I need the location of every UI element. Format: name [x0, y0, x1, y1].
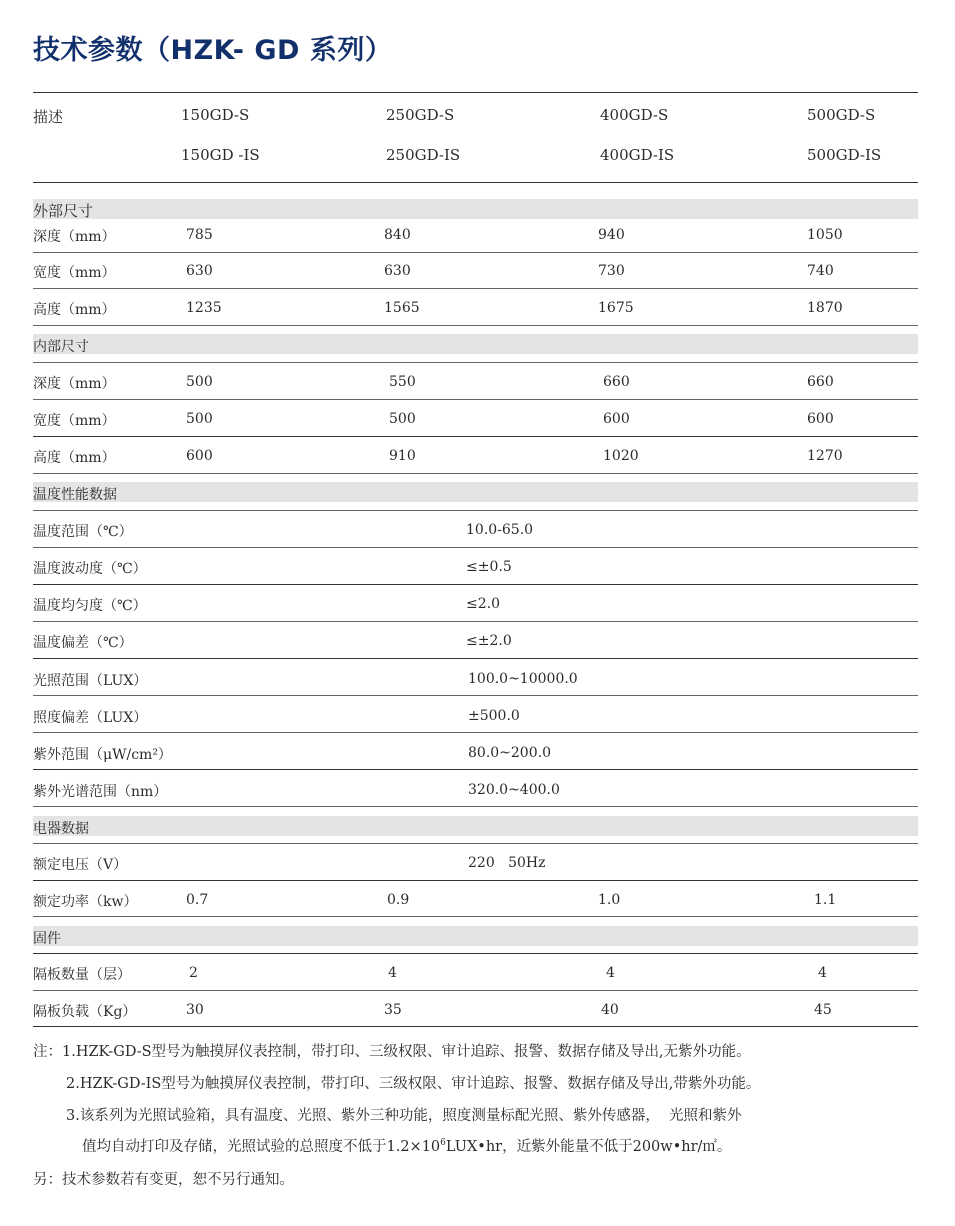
row-label: 隔板负载（Kg）: [33, 1004, 137, 1020]
row-divider: [33, 436, 918, 437]
header-label: 描述: [33, 108, 64, 126]
table-cell: 500: [186, 411, 213, 427]
note-3-line-2: [82, 1135, 731, 1156]
model-150gd-is: 150GD -IS: [181, 146, 260, 164]
model-500gd-is: 500GD-IS: [807, 146, 882, 164]
table-cell: 1235: [186, 300, 222, 316]
table-cell: 940: [598, 227, 625, 243]
section-band-electrical: [33, 816, 918, 836]
row-divider: [33, 732, 918, 733]
row-divider: [33, 953, 918, 954]
row-divider: [33, 880, 918, 881]
model-150gd-s: 150GD-S: [181, 106, 250, 124]
table-cell: 0.9: [387, 892, 410, 908]
row-label: 隔板数量（层）: [33, 967, 131, 983]
row-label: 高度（mm）: [33, 450, 116, 466]
row-label: 额定功率（kw）: [33, 894, 138, 910]
table-cell: 0.7: [186, 892, 209, 908]
table-cell: 1565: [384, 300, 420, 316]
table-bottom-rule: [33, 1026, 918, 1027]
page-title: 技术参数（HZK- GD 系列）: [33, 35, 393, 66]
model-500gd-s: 500GD-S: [807, 106, 876, 124]
section-band-internal: [33, 334, 918, 354]
row-divider: [33, 990, 918, 991]
row-divider: [33, 362, 918, 363]
row-label: 照度偏差（LUX）: [33, 710, 148, 726]
table-cell: 600: [603, 411, 630, 427]
table-cell: ≤2.0: [466, 596, 500, 612]
table-cell: 630: [384, 263, 411, 279]
row-label: 温度均匀度（℃）: [33, 598, 147, 614]
note-3-line-1: 3.该系列为光照试验箱，具有温度、光照、紫外三种功能，照度测量标配光照、紫外传感器， 光照和紫外: [66, 1108, 742, 1124]
row-divider: [33, 399, 918, 400]
table-cell: 1270: [807, 448, 843, 464]
row-label: 深度（mm）: [33, 229, 116, 245]
row-label: 宽度（mm）: [33, 413, 116, 429]
table-cell: 80.0~200.0: [468, 745, 551, 761]
row-divider: [33, 325, 918, 326]
row-divider: [33, 806, 918, 807]
row-divider: [33, 547, 918, 548]
table-cell: ≤±0.5: [466, 559, 512, 575]
table-cell: 320.0~400.0: [468, 782, 560, 798]
table-cell: 30: [186, 1002, 204, 1018]
table-top-rule: [33, 92, 918, 93]
table-cell: 100.0~10000.0: [468, 671, 578, 687]
header-bottom-rule: [33, 182, 918, 183]
table-cell: 1675: [598, 300, 634, 316]
table-cell: 4: [388, 965, 397, 981]
table-cell: 660: [807, 374, 834, 390]
table-cell: 1050: [807, 227, 843, 243]
table-cell: 45: [814, 1002, 832, 1018]
section-title-temperature: 温度性能数据: [33, 487, 117, 503]
table-cell: 840: [384, 227, 411, 243]
row-label: 温度波动度（℃）: [33, 561, 147, 577]
model-250gd-s: 250GD-S: [386, 106, 455, 124]
row-divider: [33, 916, 918, 917]
row-label: 宽度（mm）: [33, 265, 116, 281]
note-3-text-a: 值均自动打印及存储，光照试验的总照度不低于1.2×10: [82, 1139, 441, 1155]
row-label: 紫外范围（μW/cm²）: [33, 747, 172, 763]
section-title-electrical: 电器数据: [33, 821, 89, 837]
table-cell: 500: [186, 374, 213, 390]
note-3-text-b: LUX•hr，近紫外能量不低于200w•hr/㎡。: [445, 1139, 732, 1155]
table-cell: 785: [186, 227, 213, 243]
table-cell: ≤±2.0: [466, 633, 512, 649]
row-divider: [33, 252, 918, 253]
row-label: 紫外光谱范围（nm）: [33, 784, 168, 800]
table-cell: ±500.0: [468, 708, 520, 724]
footer-note: 另：技术参数若有变更，恕不另行通知。: [33, 1172, 294, 1188]
section-band-external: [33, 199, 918, 219]
row-label: 温度范围（℃）: [33, 524, 133, 540]
table-cell: 630: [186, 263, 213, 279]
row-divider: [33, 473, 918, 474]
row-label: 光照范围（LUX）: [33, 673, 148, 689]
table-cell: 550: [389, 374, 416, 390]
section-title-fixtures: 固件: [33, 931, 61, 947]
table-cell: 1870: [807, 300, 843, 316]
table-cell: 660: [603, 374, 630, 390]
row-divider: [33, 288, 918, 289]
row-divider: [33, 658, 918, 659]
model-400gd-s: 400GD-S: [600, 106, 669, 124]
row-label: 额定电压（V）: [33, 857, 128, 873]
model-250gd-is: 250GD-IS: [386, 146, 461, 164]
row-divider: [33, 769, 918, 770]
table-cell: 600: [807, 411, 834, 427]
row-divider: [33, 621, 918, 622]
note-3-superscript: 6: [440, 1138, 446, 1149]
row-label: 深度（mm）: [33, 376, 116, 392]
row-divider: [33, 843, 918, 844]
model-400gd-is: 400GD-IS: [600, 146, 675, 164]
table-cell: 730: [598, 263, 625, 279]
note-2: 2.HZK-GD-IS型号为触摸屏仪表控制，带打印、三级权限、审计追踪、报警、数据存储及导出,带紫外功能。: [66, 1076, 761, 1092]
table-cell: 1.1: [814, 892, 837, 908]
table-cell: 40: [601, 1002, 619, 1018]
table-cell: 1020: [603, 448, 639, 464]
table-cell: 4: [606, 965, 615, 981]
section-title-external: 外部尺寸: [33, 202, 94, 220]
table-cell: 740: [807, 263, 834, 279]
table-cell: 1.0: [598, 892, 621, 908]
section-title-internal: 内部尺寸: [33, 339, 89, 355]
row-divider: [33, 510, 918, 511]
note-1: 注：1.HZK-GD-S型号为触摸屏仪表控制，带打印、三级权限、审计追踪、报警、数据存储及导出,无紫外功能。: [33, 1044, 751, 1060]
table-cell: 2: [189, 965, 198, 981]
table-cell: 10.0-65.0: [466, 522, 534, 538]
table-cell: 500: [389, 411, 416, 427]
section-band-temperature: [33, 482, 918, 502]
row-label: 高度（mm）: [33, 302, 116, 318]
row-label: 温度偏差（℃）: [33, 635, 133, 651]
table-cell: 600: [186, 448, 213, 464]
table-cell: 4: [818, 965, 827, 981]
section-band-fixtures: [33, 926, 918, 946]
table-cell: 910: [389, 448, 416, 464]
table-cell: 35: [384, 1002, 402, 1018]
row-divider: [33, 695, 918, 696]
row-divider: [33, 584, 918, 585]
table-cell: 220 50Hz: [468, 855, 546, 871]
